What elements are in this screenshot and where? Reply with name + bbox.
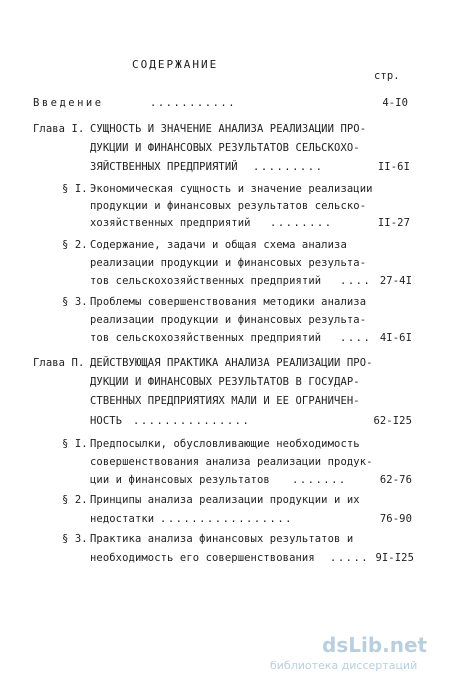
watermark-logo: dsLib.net: [322, 633, 428, 657]
chapter-1-pages: II-6I: [377, 161, 410, 173]
chapter-1-title-line-3: ЗЯЙСТВЕННЫХ ПРЕДПРИЯТИЙ: [90, 161, 238, 173]
ch1-section-3-line-1: Проблемы совершенствования методики анализа: [90, 296, 367, 308]
ch2-section-1-line-2: совершенствования анализа реализации продук-: [90, 456, 373, 468]
ch1-section-2-pages: 27-4I: [379, 275, 412, 287]
ch1-section-3-num: § 3.: [62, 296, 88, 308]
ch1-section-2-line-2: реализации продукции и финансовых результа-: [90, 257, 367, 269]
intro-pages: 4-I0: [382, 97, 408, 109]
ch1-section-1-pages: II-27: [377, 217, 410, 229]
ch2-section-2-line-1: Принципы анализа реализации продукции и их: [90, 494, 360, 506]
toc-title: СОДЕРЖАНИЕ: [132, 58, 219, 71]
ch1-section-1-num: § I.: [62, 183, 88, 195]
chapter-2-pages: 62-I25: [373, 415, 412, 427]
ch2-section-1-leader-dots: .......: [292, 474, 347, 486]
ch2-section-2-num: § 2.: [62, 494, 88, 506]
chapter-1-leader-dots: .........: [253, 161, 324, 173]
chapter-2-title-line-3: СТВЕННЫХ ПРЕДПРИЯТИЯХ МАЛИ И ЕЕ ОГРАНИЧЕН-: [90, 395, 360, 407]
chapter-1-title-line-1: СУЩНОСТЬ И ЗНАЧЕНИЕ АНАЛИЗА РЕАЛИЗАЦИИ ПРО-: [90, 123, 367, 135]
ch1-section-3-leader-dots: ....: [340, 332, 372, 344]
intro-leader-dots: ...........: [150, 97, 237, 109]
ch1-section-1-line-3: хозяйственных предприятий: [90, 217, 251, 229]
chapter-2-title-line-4: НОСТЬ: [90, 415, 123, 427]
ch1-section-2-line-1: Содержание, задачи и общая схема анализа: [90, 239, 347, 251]
ch2-section-1-pages: 62-76: [379, 474, 412, 486]
ch2-section-3-line-2: необходимость его совершенствования: [90, 552, 315, 564]
ch2-section-1-line-1: Предпосылки, обусловливающие необходимость: [90, 438, 360, 450]
chapter-1-title-line-2: ДУКЦИИ И ФИНАНСОВЫХ РЕЗУЛЬТАТОВ СЕЛЬСКОХО-: [90, 142, 360, 154]
watermark-subtitle: библиотека диссертаций: [270, 659, 418, 672]
ch2-section-3-num: § 3.: [62, 533, 88, 545]
ch2-section-3-line-1: Практика анализа финансовых результатов и: [90, 533, 354, 545]
chapter-2-title-line-2: ДУКЦИИ И ФИНАНСОВЫХ РЕЗУЛЬТАТОВ В ГОСУДАР-: [90, 376, 360, 388]
ch2-section-1-line-3: ции и финансовых результатов: [90, 474, 270, 486]
ch2-section-1-num: § I.: [62, 438, 88, 450]
ch1-section-3-pages: 4I-6I: [379, 332, 412, 344]
ch1-section-1-leader-dots: ........: [270, 217, 333, 229]
chapter-2-title-line-1: ДЕЙСТВУЮЩАЯ ПРАКТИКА АНАЛИЗА РЕАЛИЗАЦИИ ПРО-: [90, 357, 373, 369]
ch2-section-2-leader-dots: .................: [160, 513, 293, 525]
ch2-section-2-line-2: недостатки: [90, 513, 155, 525]
chapter-1-label: Глава I.: [33, 123, 85, 135]
ch2-section-3-leader-dots: .....: [330, 552, 370, 564]
ch2-section-3-pages: 9I-I25: [375, 552, 414, 564]
chapter-2-leader-dots: ...............: [133, 415, 251, 427]
page-column-header: стр.: [374, 70, 400, 82]
chapter-2-label: Глава П.: [33, 357, 85, 369]
ch1-section-3-line-2: реализации продукции и финансовых результа-: [90, 314, 367, 326]
ch1-section-2-num: § 2.: [62, 239, 88, 251]
ch1-section-3-line-3: тов сельскохозяйственных предприятий: [90, 332, 322, 344]
intro-label: Введение: [33, 97, 104, 109]
ch1-section-2-line-3: тов сельскохозяйственных предприятий: [90, 275, 322, 287]
ch2-section-2-pages: 76-90: [379, 513, 412, 525]
ch1-section-1-line-2: продукции и финансовых результатов сельско-: [90, 200, 367, 212]
ch1-section-1-line-1: Экономическая сущность и значение реализации: [90, 183, 373, 195]
ch1-section-2-leader-dots: ....: [340, 275, 372, 287]
